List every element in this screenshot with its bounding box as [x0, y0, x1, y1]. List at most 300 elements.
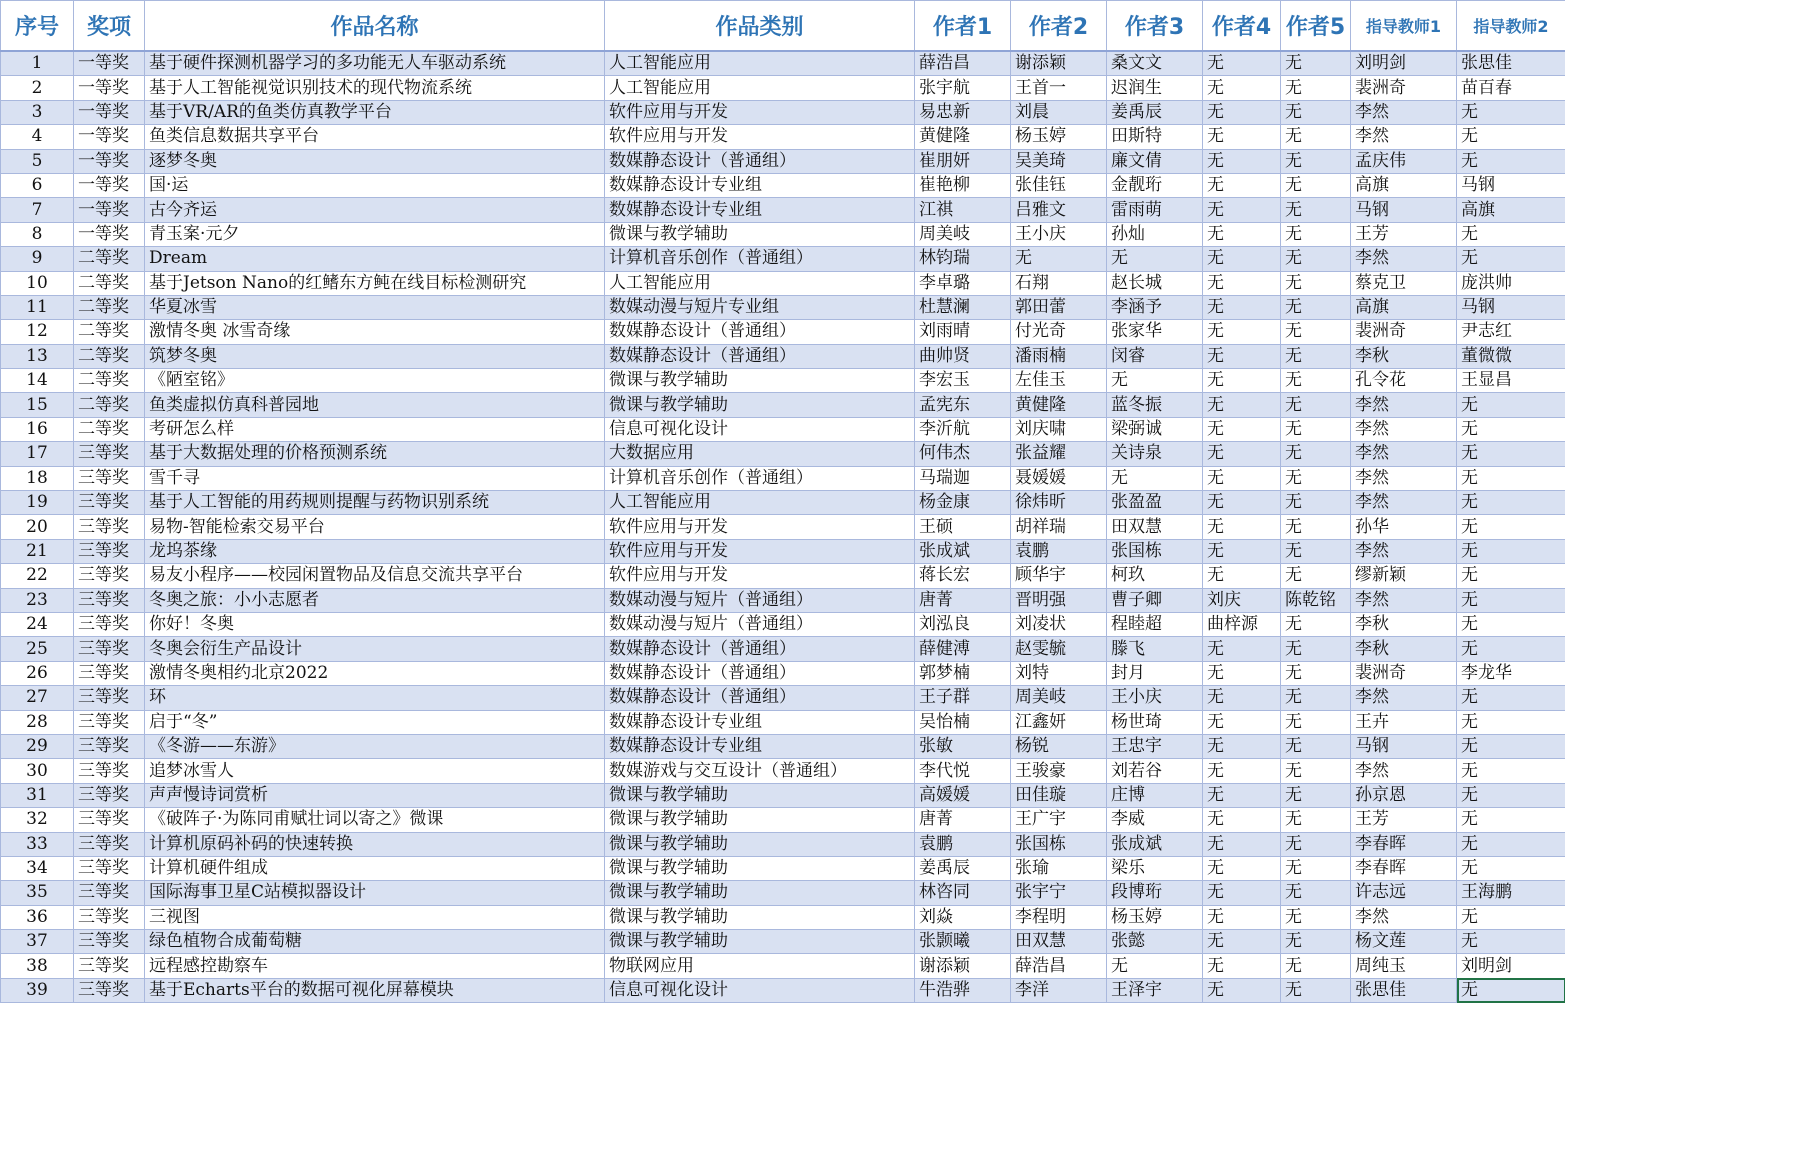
advisor-2-cell[interactable]: 无 [1457, 637, 1566, 661]
work-title-cell[interactable]: 环 [145, 686, 605, 710]
work-title-cell[interactable]: 三视图 [145, 905, 605, 929]
advisor-1-cell[interactable]: 张思佳 [1351, 978, 1457, 1002]
category-cell[interactable]: 数媒静态设计专业组 [605, 198, 915, 222]
author-5-cell[interactable]: 无 [1281, 515, 1351, 539]
author-5-cell[interactable]: 无 [1281, 612, 1351, 636]
author-4-cell[interactable]: 无 [1203, 76, 1281, 100]
award-cell[interactable]: 三等奖 [74, 978, 145, 1002]
work-title-cell[interactable]: 你好！冬奥 [145, 612, 605, 636]
advisor-1-cell[interactable]: 李然 [1351, 247, 1457, 271]
author-2-cell[interactable]: 王骏豪 [1011, 759, 1107, 783]
advisor-2-cell[interactable]: 无 [1457, 564, 1566, 588]
author-5-cell[interactable]: 无 [1281, 247, 1351, 271]
author-5-cell[interactable]: 无 [1281, 832, 1351, 856]
author-5-cell[interactable]: 无 [1281, 417, 1351, 441]
author-2-cell[interactable]: 刘晨 [1011, 100, 1107, 124]
index-cell[interactable]: 25 [1, 637, 74, 661]
author-5-cell[interactable]: 无 [1281, 222, 1351, 246]
author-1-cell[interactable]: 张成斌 [915, 539, 1011, 563]
author-3-cell[interactable]: 梁弼诚 [1107, 417, 1203, 441]
index-cell[interactable]: 1 [1, 51, 74, 76]
category-cell[interactable]: 微课与教学辅助 [605, 856, 915, 880]
category-cell[interactable]: 软件应用与开发 [605, 100, 915, 124]
index-cell[interactable]: 19 [1, 491, 74, 515]
advisor-2-cell[interactable]: 无 [1457, 222, 1566, 246]
author-1-cell[interactable]: 易忠新 [915, 100, 1011, 124]
author-4-cell[interactable]: 曲梓源 [1203, 612, 1281, 636]
award-cell[interactable]: 三等奖 [74, 661, 145, 685]
author-4-cell[interactable]: 无 [1203, 393, 1281, 417]
category-cell[interactable]: 数媒静态设计（普通组） [605, 637, 915, 661]
advisor-1-cell[interactable]: 高旗 [1351, 173, 1457, 197]
work-title-cell[interactable]: 基于硬件探测机器学习的多功能无人车驱动系统 [145, 51, 605, 76]
work-title-cell[interactable]: 筑梦冬奥 [145, 344, 605, 368]
author-5-cell[interactable]: 无 [1281, 710, 1351, 734]
author-2-cell[interactable]: 杨玉婷 [1011, 125, 1107, 149]
author-2-cell[interactable]: 王小庆 [1011, 222, 1107, 246]
author-5-cell[interactable]: 无 [1281, 149, 1351, 173]
author-2-cell[interactable]: 张益耀 [1011, 442, 1107, 466]
author-5-cell[interactable]: 无 [1281, 564, 1351, 588]
index-cell[interactable]: 8 [1, 222, 74, 246]
advisor-1-cell[interactable]: 马钢 [1351, 734, 1457, 758]
author-2-cell[interactable]: 薛浩昌 [1011, 954, 1107, 978]
author-5-cell[interactable]: 无 [1281, 856, 1351, 880]
award-cell[interactable]: 三等奖 [74, 783, 145, 807]
author-3-cell[interactable]: 蓝冬振 [1107, 393, 1203, 417]
award-cell[interactable]: 三等奖 [74, 466, 145, 490]
advisor-2-cell[interactable]: 无 [1457, 247, 1566, 271]
award-cell[interactable]: 三等奖 [74, 905, 145, 929]
author-3-cell[interactable]: 田斯特 [1107, 125, 1203, 149]
author-3-cell[interactable]: 王忠宇 [1107, 734, 1203, 758]
author-5-cell[interactable]: 无 [1281, 539, 1351, 563]
index-cell[interactable]: 32 [1, 808, 74, 832]
index-cell[interactable]: 27 [1, 686, 74, 710]
advisor-1-cell[interactable]: 李然 [1351, 686, 1457, 710]
award-cell[interactable]: 三等奖 [74, 832, 145, 856]
advisor-2-cell[interactable]: 无 [1457, 856, 1566, 880]
author-1-cell[interactable]: 张颢曦 [915, 930, 1011, 954]
column-header-index[interactable]: 序号 [1, 1, 74, 52]
author-2-cell[interactable]: 张国栋 [1011, 832, 1107, 856]
advisor-1-cell[interactable]: 王芳 [1351, 808, 1457, 832]
category-cell[interactable]: 大数据应用 [605, 442, 915, 466]
author-2-cell[interactable]: 田佳璇 [1011, 783, 1107, 807]
advisor-1-cell[interactable]: 李春晖 [1351, 856, 1457, 880]
index-cell[interactable]: 24 [1, 612, 74, 636]
author-1-cell[interactable]: 唐菁 [915, 588, 1011, 612]
advisor-2-cell[interactable]: 无 [1457, 491, 1566, 515]
advisor-2-cell[interactable]: 无 [1457, 734, 1566, 758]
author-4-cell[interactable]: 无 [1203, 491, 1281, 515]
work-title-cell[interactable]: 龙坞茶缘 [145, 539, 605, 563]
author-1-cell[interactable]: 刘焱 [915, 905, 1011, 929]
author-5-cell[interactable]: 无 [1281, 491, 1351, 515]
index-cell[interactable]: 11 [1, 295, 74, 319]
advisor-1-cell[interactable]: 李然 [1351, 539, 1457, 563]
column-header-category[interactable]: 作品类别 [605, 1, 915, 52]
advisor-2-cell[interactable]: 王海鹏 [1457, 881, 1566, 905]
award-cell[interactable]: 一等奖 [74, 51, 145, 76]
index-cell[interactable]: 21 [1, 539, 74, 563]
author-3-cell[interactable]: 王小庆 [1107, 686, 1203, 710]
author-4-cell[interactable]: 无 [1203, 173, 1281, 197]
author-5-cell[interactable]: 无 [1281, 173, 1351, 197]
work-title-cell[interactable]: 华夏冰雪 [145, 295, 605, 319]
advisor-1-cell[interactable]: 李秋 [1351, 637, 1457, 661]
author-5-cell[interactable]: 无 [1281, 369, 1351, 393]
award-cell[interactable]: 三等奖 [74, 856, 145, 880]
award-cell[interactable]: 一等奖 [74, 100, 145, 124]
advisor-2-cell[interactable]: 无 [1457, 783, 1566, 807]
category-cell[interactable]: 数媒静态设计（普通组） [605, 320, 915, 344]
advisor-2-cell[interactable]: 无 [1457, 442, 1566, 466]
index-cell[interactable]: 36 [1, 905, 74, 929]
author-4-cell[interactable]: 无 [1203, 271, 1281, 295]
author-4-cell[interactable]: 无 [1203, 832, 1281, 856]
author-5-cell[interactable]: 无 [1281, 661, 1351, 685]
author-2-cell[interactable]: 张佳钰 [1011, 173, 1107, 197]
index-cell[interactable]: 37 [1, 930, 74, 954]
advisor-1-cell[interactable]: 孟庆伟 [1351, 149, 1457, 173]
award-cell[interactable]: 二等奖 [74, 393, 145, 417]
advisor-2-cell[interactable]: 无 [1457, 100, 1566, 124]
author-4-cell[interactable]: 无 [1203, 247, 1281, 271]
author-5-cell[interactable]: 无 [1281, 125, 1351, 149]
author-3-cell[interactable]: 程睦超 [1107, 612, 1203, 636]
author-5-cell[interactable]: 无 [1281, 76, 1351, 100]
category-cell[interactable]: 数媒静态设计专业组 [605, 173, 915, 197]
index-cell[interactable]: 12 [1, 320, 74, 344]
author-1-cell[interactable]: 林咨同 [915, 881, 1011, 905]
author-4-cell[interactable]: 无 [1203, 783, 1281, 807]
author-3-cell[interactable]: 杨玉婷 [1107, 905, 1203, 929]
author-1-cell[interactable]: 牛浩骅 [915, 978, 1011, 1002]
author-3-cell[interactable]: 无 [1107, 369, 1203, 393]
advisor-1-cell[interactable]: 裴洲奇 [1351, 76, 1457, 100]
work-title-cell[interactable]: 远程感控勘察车 [145, 954, 605, 978]
work-title-cell[interactable]: 逐梦冬奥 [145, 149, 605, 173]
work-title-cell[interactable]: 考研怎么样 [145, 417, 605, 441]
author-5-cell[interactable]: 无 [1281, 905, 1351, 929]
advisor-2-cell[interactable]: 王显昌 [1457, 369, 1566, 393]
advisor-1-cell[interactable]: 李然 [1351, 125, 1457, 149]
author-1-cell[interactable]: 江祺 [915, 198, 1011, 222]
author-1-cell[interactable]: 袁鹏 [915, 832, 1011, 856]
index-cell[interactable]: 34 [1, 856, 74, 880]
award-cell[interactable]: 二等奖 [74, 247, 145, 271]
category-cell[interactable]: 微课与教学辅助 [605, 783, 915, 807]
work-title-cell[interactable]: 激情冬奥相约北京2022 [145, 661, 605, 685]
author-4-cell[interactable]: 无 [1203, 320, 1281, 344]
author-5-cell[interactable]: 无 [1281, 930, 1351, 954]
column-header-author-3[interactable]: 作者3 [1107, 1, 1203, 52]
award-cell[interactable]: 三等奖 [74, 734, 145, 758]
work-title-cell[interactable]: 基于人工智能的用药规则提醒与药物识别系统 [145, 491, 605, 515]
advisor-1-cell[interactable]: 刘明剑 [1351, 51, 1457, 76]
category-cell[interactable]: 数媒动漫与短片（普通组） [605, 588, 915, 612]
index-cell[interactable]: 6 [1, 173, 74, 197]
author-4-cell[interactable]: 无 [1203, 710, 1281, 734]
category-cell[interactable]: 数媒游戏与交互设计（普通组） [605, 759, 915, 783]
author-2-cell[interactable]: 无 [1011, 247, 1107, 271]
award-cell[interactable]: 三等奖 [74, 808, 145, 832]
author-2-cell[interactable]: 谢添颖 [1011, 51, 1107, 76]
advisor-1-cell[interactable]: 李秋 [1351, 344, 1457, 368]
category-cell[interactable]: 数媒静态设计（普通组） [605, 686, 915, 710]
author-4-cell[interactable]: 无 [1203, 564, 1281, 588]
index-cell[interactable]: 39 [1, 978, 74, 1002]
category-cell[interactable]: 人工智能应用 [605, 51, 915, 76]
author-5-cell[interactable]: 无 [1281, 808, 1351, 832]
advisor-1-cell[interactable]: 裴洲奇 [1351, 320, 1457, 344]
category-cell[interactable]: 计算机音乐创作（普通组） [605, 466, 915, 490]
category-cell[interactable]: 数媒静态设计（普通组） [605, 149, 915, 173]
advisor-2-cell[interactable]: 无 [1457, 930, 1566, 954]
category-cell[interactable]: 微课与教学辅助 [605, 222, 915, 246]
advisor-2-cell[interactable]: 无 [1457, 466, 1566, 490]
work-title-cell[interactable]: 基于人工智能视觉识别技术的现代物流系统 [145, 76, 605, 100]
author-3-cell[interactable]: 赵长城 [1107, 271, 1203, 295]
award-cell[interactable]: 三等奖 [74, 686, 145, 710]
author-3-cell[interactable]: 段博珩 [1107, 881, 1203, 905]
award-cell[interactable]: 三等奖 [74, 930, 145, 954]
award-cell[interactable]: 三等奖 [74, 612, 145, 636]
advisor-1-cell[interactable]: 李然 [1351, 393, 1457, 417]
author-2-cell[interactable]: 刘凌状 [1011, 612, 1107, 636]
column-header-advisor-1[interactable]: 指导教师1 [1351, 1, 1457, 52]
work-title-cell[interactable]: 《陋室铭》 [145, 369, 605, 393]
author-3-cell[interactable]: 雷雨萌 [1107, 198, 1203, 222]
category-cell[interactable]: 软件应用与开发 [605, 539, 915, 563]
author-1-cell[interactable]: 周美岐 [915, 222, 1011, 246]
author-1-cell[interactable]: 崔艳柳 [915, 173, 1011, 197]
author-2-cell[interactable]: 潘雨楠 [1011, 344, 1107, 368]
author-4-cell[interactable]: 无 [1203, 295, 1281, 319]
author-4-cell[interactable]: 无 [1203, 417, 1281, 441]
column-header-work-title[interactable]: 作品名称 [145, 1, 605, 52]
author-4-cell[interactable]: 无 [1203, 978, 1281, 1002]
author-3-cell[interactable]: 张盈盈 [1107, 491, 1203, 515]
author-5-cell[interactable]: 无 [1281, 198, 1351, 222]
author-1-cell[interactable]: 王子群 [915, 686, 1011, 710]
award-cell[interactable]: 三等奖 [74, 564, 145, 588]
award-cell[interactable]: 三等奖 [74, 515, 145, 539]
index-cell[interactable]: 5 [1, 149, 74, 173]
category-cell[interactable]: 数媒静态设计（普通组） [605, 344, 915, 368]
author-3-cell[interactable]: 刘若谷 [1107, 759, 1203, 783]
author-4-cell[interactable]: 无 [1203, 466, 1281, 490]
author-2-cell[interactable]: 石翔 [1011, 271, 1107, 295]
index-cell[interactable]: 33 [1, 832, 74, 856]
advisor-2-cell[interactable]: 无 [1457, 539, 1566, 563]
advisor-2-cell[interactable]: 李龙华 [1457, 661, 1566, 685]
author-2-cell[interactable]: 周美岐 [1011, 686, 1107, 710]
author-3-cell[interactable]: 金靓珩 [1107, 173, 1203, 197]
author-4-cell[interactable]: 无 [1203, 808, 1281, 832]
advisor-2-cell[interactable]: 无 [1457, 149, 1566, 173]
advisor-2-cell[interactable]: 无 [1457, 832, 1566, 856]
author-4-cell[interactable]: 无 [1203, 637, 1281, 661]
author-2-cell[interactable]: 张瑜 [1011, 856, 1107, 880]
index-cell[interactable]: 2 [1, 76, 74, 100]
advisor-1-cell[interactable]: 李秋 [1351, 612, 1457, 636]
author-3-cell[interactable]: 迟润生 [1107, 76, 1203, 100]
author-5-cell[interactable]: 无 [1281, 320, 1351, 344]
author-1-cell[interactable]: 吴怡楠 [915, 710, 1011, 734]
work-title-cell[interactable]: 鱼类虚拟仿真科普园地 [145, 393, 605, 417]
category-cell[interactable]: 微课与教学辅助 [605, 881, 915, 905]
work-title-cell[interactable]: 冬奥之旅：小小志愿者 [145, 588, 605, 612]
author-3-cell[interactable]: 姜禹辰 [1107, 100, 1203, 124]
author-3-cell[interactable]: 李涵予 [1107, 295, 1203, 319]
index-cell[interactable]: 10 [1, 271, 74, 295]
award-cell[interactable]: 三等奖 [74, 588, 145, 612]
work-title-cell[interactable]: 追梦冰雪人 [145, 759, 605, 783]
advisor-1-cell[interactable]: 李然 [1351, 491, 1457, 515]
work-title-cell[interactable]: 基于Echarts平台的数据可视化屏幕模块 [145, 978, 605, 1002]
author-2-cell[interactable]: 吴美琦 [1011, 149, 1107, 173]
author-1-cell[interactable]: 谢添颖 [915, 954, 1011, 978]
category-cell[interactable]: 微课与教学辅助 [605, 930, 915, 954]
work-title-cell[interactable]: 国际海事卫星C站模拟器设计 [145, 881, 605, 905]
advisor-2-cell[interactable]: 高旗 [1457, 198, 1566, 222]
advisor-1-cell[interactable]: 王芳 [1351, 222, 1457, 246]
advisor-1-cell[interactable]: 李然 [1351, 759, 1457, 783]
index-cell[interactable]: 14 [1, 369, 74, 393]
award-cell[interactable]: 二等奖 [74, 320, 145, 344]
work-title-cell[interactable]: 青玉案·元夕 [145, 222, 605, 246]
advisor-1-cell[interactable]: 李然 [1351, 466, 1457, 490]
work-title-cell[interactable]: 声声慢诗词赏析 [145, 783, 605, 807]
advisor-1-cell[interactable]: 缪新颖 [1351, 564, 1457, 588]
index-cell[interactable]: 26 [1, 661, 74, 685]
advisor-1-cell[interactable]: 孙京恩 [1351, 783, 1457, 807]
author-2-cell[interactable]: 顾华宇 [1011, 564, 1107, 588]
index-cell[interactable]: 30 [1, 759, 74, 783]
author-3-cell[interactable]: 庄博 [1107, 783, 1203, 807]
index-cell[interactable]: 20 [1, 515, 74, 539]
advisor-1-cell[interactable]: 王卉 [1351, 710, 1457, 734]
advisor-1-cell[interactable]: 孔令花 [1351, 369, 1457, 393]
category-cell[interactable]: 微课与教学辅助 [605, 808, 915, 832]
advisor-2-cell[interactable]: 尹志红 [1457, 320, 1566, 344]
advisor-2-cell[interactable]: 庞洪帅 [1457, 271, 1566, 295]
work-title-cell[interactable]: 《破阵子·为陈同甫赋壮词以寄之》微课 [145, 808, 605, 832]
author-3-cell[interactable]: 李威 [1107, 808, 1203, 832]
author-3-cell[interactable]: 梁乐 [1107, 856, 1203, 880]
author-3-cell[interactable]: 关诗泉 [1107, 442, 1203, 466]
award-cell[interactable]: 三等奖 [74, 710, 145, 734]
author-1-cell[interactable]: 林钧瑞 [915, 247, 1011, 271]
work-title-cell[interactable]: 冬奥会衍生产品设计 [145, 637, 605, 661]
author-1-cell[interactable]: 杨金康 [915, 491, 1011, 515]
author-5-cell[interactable]: 陈乾铭 [1281, 588, 1351, 612]
column-header-award[interactable]: 奖项 [74, 1, 145, 52]
advisor-2-cell[interactable]: 无 [1457, 612, 1566, 636]
category-cell[interactable]: 数媒动漫与短片专业组 [605, 295, 915, 319]
advisor-1-cell[interactable]: 高旗 [1351, 295, 1457, 319]
index-cell[interactable]: 18 [1, 466, 74, 490]
author-4-cell[interactable]: 无 [1203, 759, 1281, 783]
author-3-cell[interactable]: 张懿 [1107, 930, 1203, 954]
author-5-cell[interactable]: 无 [1281, 783, 1351, 807]
work-title-cell[interactable]: 国·运 [145, 173, 605, 197]
work-title-cell[interactable]: 计算机硬件组成 [145, 856, 605, 880]
index-cell[interactable]: 15 [1, 393, 74, 417]
advisor-1-cell[interactable]: 许志远 [1351, 881, 1457, 905]
author-5-cell[interactable]: 无 [1281, 881, 1351, 905]
author-3-cell[interactable]: 柯玖 [1107, 564, 1203, 588]
category-cell[interactable]: 软件应用与开发 [605, 564, 915, 588]
award-cell[interactable]: 三等奖 [74, 637, 145, 661]
index-cell[interactable]: 28 [1, 710, 74, 734]
advisor-2-cell[interactable]: 无 [1457, 686, 1566, 710]
author-1-cell[interactable]: 唐菁 [915, 808, 1011, 832]
author-3-cell[interactable]: 廉文倩 [1107, 149, 1203, 173]
advisor-2-cell[interactable]: 张思佳 [1457, 51, 1566, 76]
author-3-cell[interactable]: 曹子卿 [1107, 588, 1203, 612]
author-4-cell[interactable]: 无 [1203, 856, 1281, 880]
advisor-2-cell[interactable]: 无 [1457, 588, 1566, 612]
category-cell[interactable]: 计算机音乐创作（普通组） [605, 247, 915, 271]
award-cell[interactable]: 三等奖 [74, 954, 145, 978]
advisor-1-cell[interactable]: 杨文莲 [1351, 930, 1457, 954]
award-cell[interactable]: 三等奖 [74, 491, 145, 515]
author-1-cell[interactable]: 王硕 [915, 515, 1011, 539]
author-4-cell[interactable]: 无 [1203, 661, 1281, 685]
award-cell[interactable]: 三等奖 [74, 539, 145, 563]
work-title-cell[interactable]: 易友小程序——校园闲置物品及信息交流共享平台 [145, 564, 605, 588]
award-cell[interactable]: 二等奖 [74, 271, 145, 295]
advisor-1-cell[interactable]: 李然 [1351, 442, 1457, 466]
author-5-cell[interactable]: 无 [1281, 759, 1351, 783]
advisor-1-cell[interactable]: 马钢 [1351, 198, 1457, 222]
index-cell[interactable]: 29 [1, 734, 74, 758]
index-cell[interactable]: 9 [1, 247, 74, 271]
index-cell[interactable]: 23 [1, 588, 74, 612]
author-1-cell[interactable]: 张宇航 [915, 76, 1011, 100]
author-4-cell[interactable]: 刘庆 [1203, 588, 1281, 612]
advisor-2-cell[interactable]: 董微微 [1457, 344, 1566, 368]
category-cell[interactable]: 人工智能应用 [605, 76, 915, 100]
author-1-cell[interactable]: 李宏玉 [915, 369, 1011, 393]
author-5-cell[interactable]: 无 [1281, 734, 1351, 758]
award-cell[interactable]: 三等奖 [74, 759, 145, 783]
author-2-cell[interactable]: 王广宇 [1011, 808, 1107, 832]
author-3-cell[interactable]: 杨世琦 [1107, 710, 1203, 734]
column-header-author-2[interactable]: 作者2 [1011, 1, 1107, 52]
author-1-cell[interactable]: 蒋长宏 [915, 564, 1011, 588]
author-2-cell[interactable]: 徐炜昕 [1011, 491, 1107, 515]
award-cell[interactable]: 一等奖 [74, 76, 145, 100]
award-cell[interactable]: 二等奖 [74, 369, 145, 393]
award-cell[interactable]: 二等奖 [74, 295, 145, 319]
advisor-2-cell[interactable]: 无 [1457, 808, 1566, 832]
award-cell[interactable]: 二等奖 [74, 417, 145, 441]
author-1-cell[interactable]: 郭梦楠 [915, 661, 1011, 685]
author-1-cell[interactable]: 刘泓良 [915, 612, 1011, 636]
author-1-cell[interactable]: 曲帅贤 [915, 344, 1011, 368]
author-4-cell[interactable]: 无 [1203, 222, 1281, 246]
author-1-cell[interactable]: 孟宪东 [915, 393, 1011, 417]
category-cell[interactable]: 物联网应用 [605, 954, 915, 978]
index-cell[interactable]: 22 [1, 564, 74, 588]
author-2-cell[interactable]: 袁鹏 [1011, 539, 1107, 563]
advisor-1-cell[interactable]: 李然 [1351, 417, 1457, 441]
advisor-2-cell[interactable]: 无 [1457, 125, 1566, 149]
